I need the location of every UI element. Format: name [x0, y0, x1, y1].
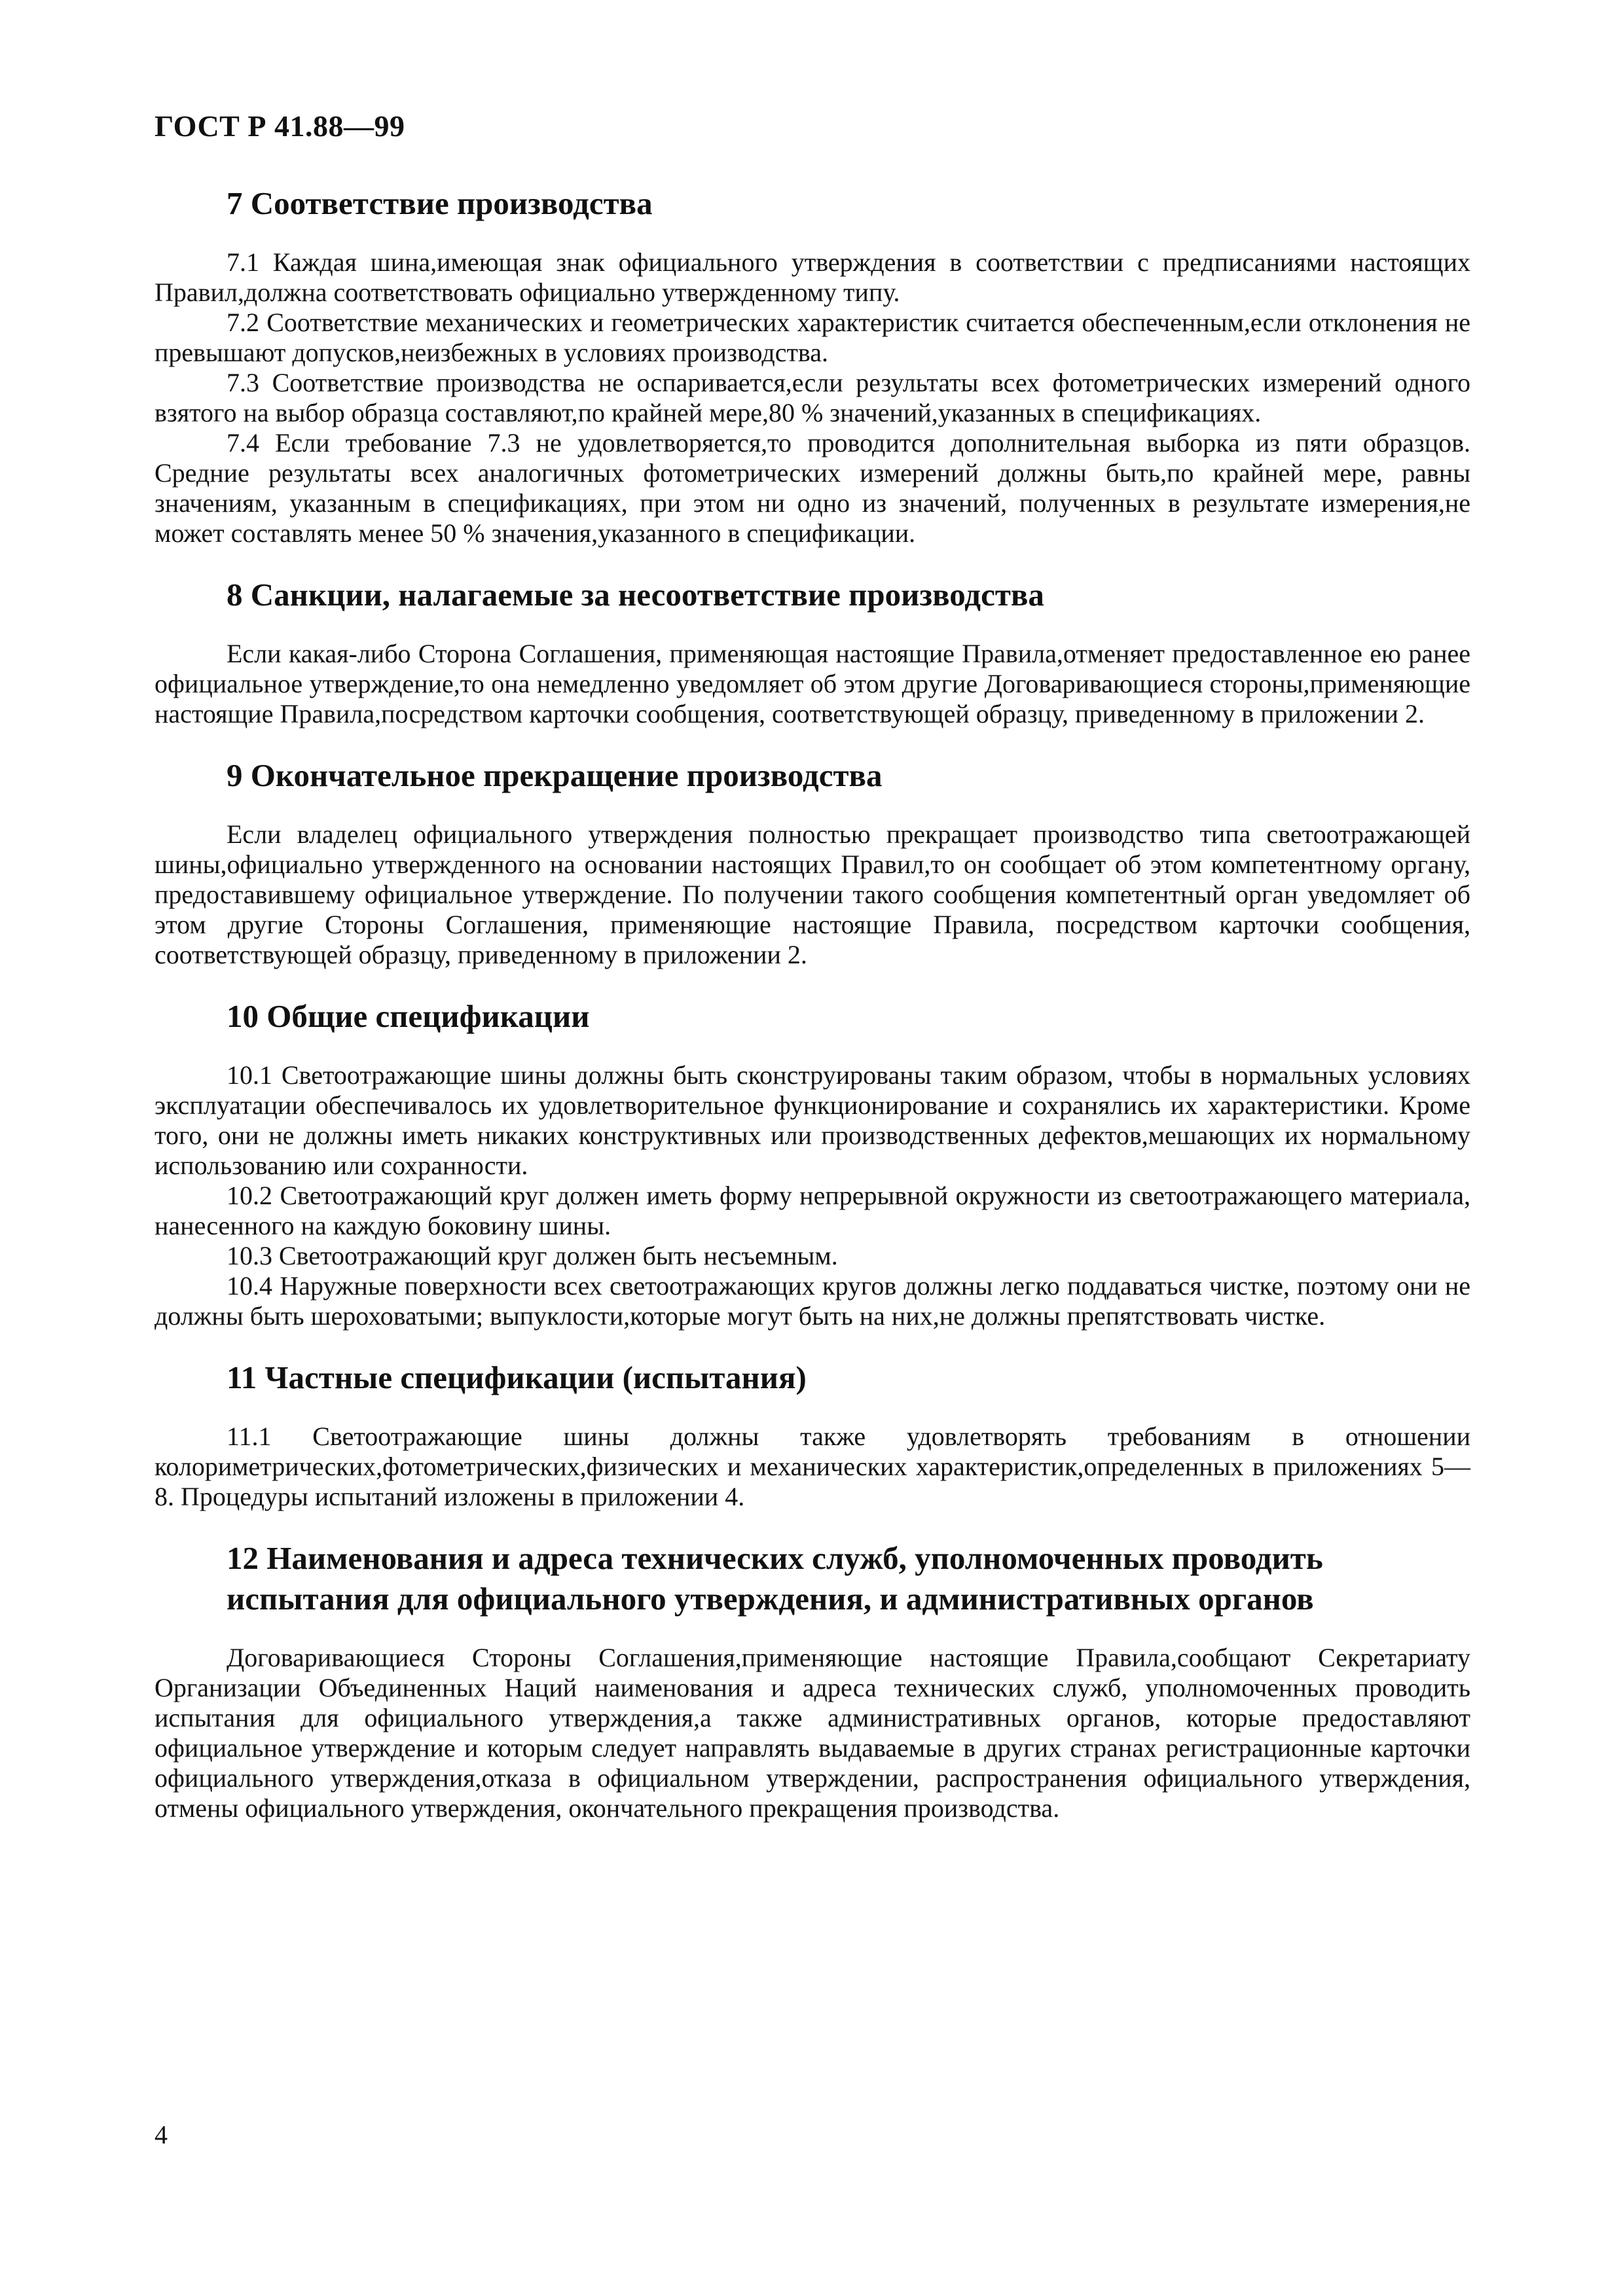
- section-title: [155, 996, 1470, 1037]
- paragraph: Если какая-либо Сторона Соглашения, применяющая настоящие Правила,отменяет предоставленное ею ранее официальное утверждение,то она немедленно уведомляет об этом другие Договаривающиеся стороны,применяющие настоящие Правила,посредством карточки сообщения, соответствующей образцу, приведенному в приложении 2.: [155, 639, 1470, 728]
- section-title-line: испытания для официального утверждения, и административных органов: [227, 1581, 1314, 1617]
- paragraph: 11.1 Светоотражающие шины должны также удовлетворять требованиям в отношении колориметрических,фотометрических,физических и механических характеристик,определенных в приложениях 5—8. Процедуры испытаний изложены в приложении 4.: [155, 1422, 1470, 1511]
- section-7: [155, 183, 1470, 548]
- paragraph: 10.1 Светоотражающие шины должны быть сконструированы таким образом, чтобы в нормальных условиях эксплуатации обеспечивалось их удовлетворительное функционирование и сохранялись их характеристики. Кроме того, они не должны иметь никаких конструктивных или производственных дефектов,мешающих их нормальному использованию или сохранности.: [155, 1060, 1470, 1180]
- paragraph: 10.4 Наружные поверхности всех светоотражающих кругов должны легко поддаваться чистке, поэтому они не должны быть шероховатыми; выпуклости,которые могут быть на них,не должны препятствовать чистке.: [155, 1271, 1470, 1331]
- document-body: [155, 183, 1470, 1850]
- section-title: [155, 183, 1470, 224]
- paragraph: 7.4 Если требование 7.3 не удовлетворяется,то проводится дополнительная выборка из пяти образцов. Средние результаты всех аналогичных фотометрических измерений должны быть,по крайней мере, равны значениям, указанным в спецификациях, при этом ни одно из значений, полученных в результате измерения,не может составлять менее 50 % значения,указанного в спецификации.: [155, 428, 1470, 548]
- section-title-line: 10 Общие спецификации: [227, 998, 590, 1034]
- section-title: [155, 575, 1470, 615]
- section-title: [155, 1538, 1470, 1619]
- section-title-line: 12 Наименования и адреса технических служб, уполномоченных проводить: [227, 1540, 1323, 1576]
- paragraph: Договаривающиеся Стороны Соглашения,применяющие настоящие Правила,сообщают Секретариату Организации Объединенных Наций наименования и адреса технических служб, уполномоченных проводить испытания для официального утверждения,а также административных органов, которые предоставляют официальное утверждение и которым следует направлять выдаваемые в других странах регистрационные карточки официального утверждения,отказа в официальном утверждении, распространения официального утверждения, отмены официального утверждения, окончательного прекращения производства.: [155, 1643, 1470, 1823]
- page-number: 4: [155, 2120, 168, 2149]
- section-9: [155, 755, 1470, 970]
- paragraph: 10.2 Светоотражающий круг должен иметь форму непрерывной окружности из светоотражающего материала, нанесенного на каждую боковину шины.: [155, 1181, 1470, 1240]
- document-code: ГОСТ Р 41.88—99: [155, 109, 405, 143]
- paragraph: 7.2 Соответствие механических и геометрических характеристик считается обеспеченным,если отклонения не превышают допусков,неизбежных в условиях производства.: [155, 308, 1470, 367]
- paragraph: 7.3 Соответствие производства не оспаривается,если результаты всех фотометрических измерений одного взятого на выбор образца составляют,по крайней мере,80 % значений,указанных в спецификациях.: [155, 368, 1470, 427]
- section-title: [155, 1357, 1470, 1398]
- section-title-line: 7 Соответствие производства: [227, 185, 653, 221]
- paragraph: 7.1 Каждая шина,имеющая знак официального утверждения в соответствии с предписаниями настоящих Правил,должна соответствовать официально утвержденному типу.: [155, 247, 1470, 307]
- paragraph: Если владелец официального утверждения полностью прекращает производство типа светоотражающей шины,официально утвержденного на основании настоящих Правил,то он сообщает об этом компетентному органу, предоставившему официальное утверждение. По получении такого сообщения компетентный орган уведомляет об этом другие Стороны Соглашения, применяющие настоящие Правила, посредством карточки сообщения, соответствующей образцу, приведенному в приложении 2.: [155, 819, 1470, 969]
- section-title: [155, 755, 1470, 796]
- section-11: [155, 1357, 1470, 1512]
- section-title-line: 8 Санкции, налагаемые за несоответствие производства: [227, 577, 1044, 613]
- section-8: [155, 575, 1470, 729]
- paragraph: 10.3 Светоотражающий круг должен быть несъемным.: [227, 1241, 838, 1270]
- section-12: [155, 1538, 1470, 1823]
- section-10: [155, 996, 1470, 1331]
- section-title-line: 9 Окончательное прекращение производства: [227, 757, 883, 793]
- section-title-line: 11 Частные спецификации (испытания): [227, 1359, 807, 1395]
